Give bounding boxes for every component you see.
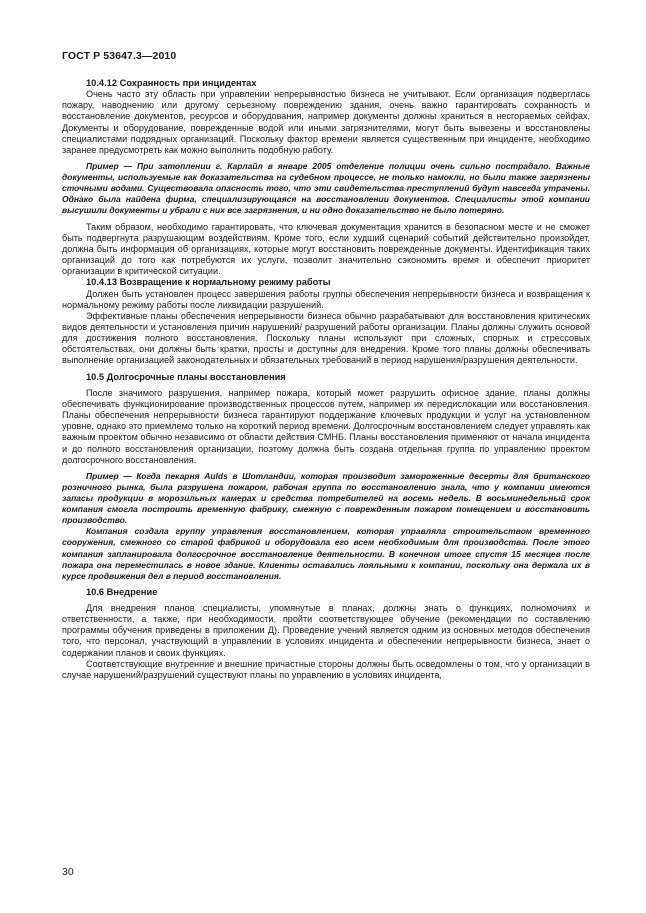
example-paragraph: Пример — Когда пекарня Aulds в Шотландии, которая производит замороженные десерты для британского розничного рынка, была разрушена пожаром, рабочая группа по восстановлению знала, что у компании имеются запасы продукции в морозильных камерах и средства потребителей на восемь недель. В восьминедельный срок компания смогла построить временную фабрику, смежную с поврежденным пожаром помещением и восстановить производство. bbox=[62, 470, 590, 526]
page-number: 30 bbox=[62, 866, 74, 878]
document-header: ГОСТ Р 53647.3—2010 bbox=[62, 50, 177, 62]
document-body bbox=[62, 78, 590, 681]
body-paragraph: Эффективные планы обеспечения непрерывности бизнеса обычно разрабатывают для восстановления критических видов деятельности и установления причин нарушений/ разрушений работы организации. Планы должны служить основой для достижения полного восстановления. Поскольку планы используют при сложных, спорных и стрессовых обстоятельствах, они должны быть кратки, просты и доступны для внедрения. Кроме того планы должны обеспечивать выполнение организацией законодательных и обязательных требований в период нарушения/разрушения деятельности. bbox=[62, 310, 590, 366]
body-paragraph: Должен быть установлен процесс завершения работы группы обеспечения непрерывности бизнеса и возвращения к нормальному режиму работы после ликвидации разрушений. bbox=[62, 288, 590, 310]
body-paragraph: Очень часто эту область при управлении непрерывностью бизнеса не учитывают. Если организация подверглась пожару, наводнению или другому серьезному повреждению здания, очень важно гарантировать сохранность и восстановление документов, ресурсов и оборудования, например документы должны храниться в несгораемых сейфах. Документы и оборудование, поврежденные водой или иными загрязнителями, могут быть вывезены и восстановлены специалистами подрядных организаций. Поскольку фактор времени является существенным при инциденте, необходимо заранее предусмотреть как можно выполнить подобную работу. bbox=[62, 89, 590, 155]
section-heading: 10.6 Внедрение bbox=[86, 586, 158, 597]
example-paragraph: Пример — При затоплении г. Карлайл в январе 2005 отделение полиции очень сильно пострадало. Важные документы, используемые как доказательства на судебном процессе, не только намокли, но были также загрязнены сточными водами. Существовала опасность того, что эти свидетельства преступлений будут навсегда утрачены. Однако была найдена фирма, специализирующаяся на восстановлении документов. Специалисты этой компании высушили документы и убрали с них все загрязнения, и ни одно доказательство не было потеряно. bbox=[62, 161, 590, 216]
body-paragraph: Для внедрения планов специалисты, упомянутые в планах, должны знать о функциях, полномочиях и ответственности, а также, при необходимости, пройти соответствующее обучение (рекомендации по составлению программы обучения приведены в приложении Д). Проведение учений является одним из основных методов обеспечения того, что персонал, участвующий в управлении в условиях инцидента и обеспечении непрерывности бизнеса, знает о содержании планов и своих функциях. bbox=[62, 602, 590, 658]
section-heading: 10.5 Долгосрочные планы восстановления bbox=[86, 371, 286, 382]
section-heading: 10.4.12 Сохранность при инцидентах bbox=[86, 78, 257, 88]
section-heading: 10.4.13 Возвращение к нормальному режиму работы bbox=[86, 277, 331, 288]
example-paragraph: Компания создала группу управления восстановлением, которая управляла строительством временного сооружения, смежного со старой фабрикой и оборудовала его всем необходимым для производства. После этого компания запланировала долгосрочное восстановление деятельности. В конечном итоге спустя 15 месяцев после пожара она переместилась в новое здание. Клиенты оставались лояльными к компании, поскольку она держала их в курсе продвижения дел в период восстановления. bbox=[62, 526, 590, 581]
body-paragraph: После значимого разрушения, например пожара, который может разрушить офисное здание, планы должны обеспечивать функционирование производственных процессов путем, например их передислокации или восстановления. Планы обеспечения непрерывности бизнеса гарантируют поддержание ключевых продукции и услуг на установленном уровне, однако это приемлемо только на короткий период времени. Долгосрочным восстановлением следует управлять как важным проектом обычно независимо от области действия СМНБ. Планы восстановления применяют от начала инцидента и до полного восстановления организации, поэтому должна быть создана отдельная группа по управлению проектом долгосрочного восстановления. bbox=[62, 387, 590, 465]
body-paragraph: Таким образом, необходимо гарантировать, что ключевая документация хранится в безопасном месте и не сможет быть подвергнута разрушающим воздействиям. Кроме того, если худший сценарий событий действительно произойдет, должна быть информация об организациях, которые могут восстановить поврежденные документы. Идентификация таких организаций до того как потребуются их услуги, позволит значительно сэкономить время и обеспечит приоритет организации в критической ситуации. bbox=[62, 221, 590, 277]
body-paragraph: Соответствующие внутренние и внешние причастные стороны должны быть осведомлены о том, что у организации в случае нарушений/разрушений существуют планы по управлению в условиях инцидента, bbox=[62, 658, 590, 680]
